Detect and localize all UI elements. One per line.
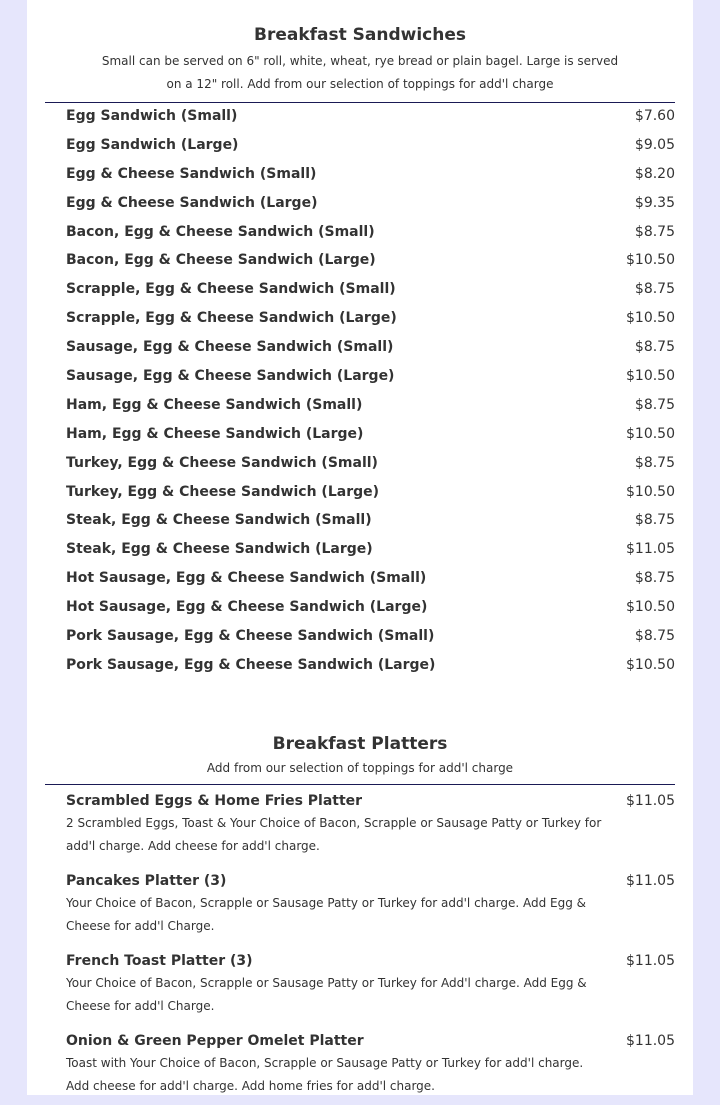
menu-item[interactable] (45, 161, 675, 190)
platter-list (45, 785, 675, 1098)
item-price: $10.50 (626, 252, 675, 269)
menu-item[interactable] (45, 594, 675, 623)
item-price: $10.50 (626, 656, 675, 673)
menu-item[interactable] (45, 421, 675, 450)
item-price: $11.05 (626, 953, 675, 969)
menu-item[interactable] (45, 479, 675, 508)
menu-item[interactable] (45, 450, 675, 479)
menu-page (27, 0, 693, 1095)
item-price: $8.75 (634, 454, 675, 471)
item-name: French Toast Platter (3) (66, 953, 253, 969)
item-name: Scrambled Eggs & Home Fries Platter (66, 793, 363, 809)
menu-item[interactable] (45, 507, 675, 536)
breakfast-sandwiches-section (45, 24, 675, 681)
item-name: Bacon, Egg & Cheese Sandwich (Small) (66, 223, 375, 240)
item-price: $8.75 (634, 628, 675, 645)
section-description: Add from our selection of toppings for add'l charge (206, 761, 514, 775)
section-description: Small can be served on 6" roll, white, wheat, rye bread or plain bagel. Large is served on a 12" roll. Add from our selection of toppings for add'l charge (101, 54, 619, 91)
item-name: Pancakes Platter (3) (66, 873, 227, 889)
item-name: Hot Sausage, Egg & Cheese Sandwich (Large) (66, 599, 428, 616)
item-price: $10.50 (626, 483, 675, 500)
menu-item[interactable] (45, 536, 675, 565)
item-price: $8.20 (634, 165, 675, 182)
item-price: $8.75 (634, 281, 675, 298)
menu-item[interactable] (45, 334, 675, 363)
item-price: $11.05 (626, 793, 675, 809)
menu-item[interactable] (45, 865, 675, 938)
item-price: $8.75 (634, 396, 675, 413)
item-description: Toast with Your Choice of Bacon, Scrapple or Sausage Patty or Turkey for add'l charge. Add cheese for add'l charge. Add home fries for add'l charge. (66, 1056, 584, 1093)
menu-item[interactable] (45, 276, 675, 305)
menu-item[interactable] (45, 247, 675, 276)
item-name: Bacon, Egg & Cheese Sandwich (Large) (66, 252, 376, 269)
item-price: $7.60 (634, 108, 675, 124)
item-description: 2 Scrambled Eggs, Toast & Your Choice of Bacon, Scrapple or Sausage Patty or Turkey for add'l charge. Add cheese for add'l charge. (66, 816, 602, 853)
menu-item[interactable] (45, 103, 675, 132)
item-name: Steak, Egg & Cheese Sandwich (Small) (66, 512, 372, 529)
item-description: Your Choice of Bacon, Scrapple or Sausage Patty or Turkey for add'l charge. Add Egg & Cheese for add'l Charge. (66, 896, 587, 933)
item-price: $11.05 (626, 1033, 675, 1049)
item-price: $8.75 (634, 512, 675, 529)
item-price: $9.35 (634, 194, 675, 211)
item-price: $10.50 (626, 310, 675, 327)
item-price: $9.05 (634, 136, 675, 153)
item-name: Steak, Egg & Cheese Sandwich (Large) (66, 541, 373, 558)
item-name: Egg Sandwich (Large) (66, 136, 239, 153)
menu-item[interactable] (45, 623, 675, 652)
menu-item[interactable] (45, 945, 675, 1018)
item-price: $10.50 (626, 368, 675, 385)
item-name: Sausage, Egg & Cheese Sandwich (Large) (66, 368, 395, 385)
menu-item[interactable] (45, 305, 675, 334)
item-price: $10.50 (626, 599, 675, 616)
item-price: $10.50 (626, 425, 675, 442)
item-name: Egg Sandwich (Small) (66, 108, 238, 124)
menu-item[interactable] (45, 652, 675, 681)
item-name: Egg & Cheese Sandwich (Small) (66, 165, 317, 182)
menu-item[interactable] (45, 392, 675, 421)
menu-item[interactable] (45, 1025, 675, 1098)
sandwich-list (45, 103, 675, 681)
menu-item[interactable] (45, 785, 675, 858)
item-name: Onion & Green Pepper Omelet Platter (66, 1033, 364, 1049)
breakfast-platters-section (45, 733, 675, 1105)
item-price: $8.75 (634, 223, 675, 240)
item-name: Egg & Cheese Sandwich (Large) (66, 194, 318, 211)
section-title: Breakfast Sandwiches (253, 25, 467, 45)
item-price: $11.05 (626, 541, 675, 558)
menu-item[interactable] (45, 363, 675, 392)
item-description: Your Choice of Bacon, Scrapple or Sausage Patty or Turkey for Add'l charge. Add Egg & Cheese for add'l Charge. (66, 976, 587, 1013)
item-name: Turkey, Egg & Cheese Sandwich (Small) (66, 454, 378, 471)
item-name: Sausage, Egg & Cheese Sandwich (Small) (66, 339, 394, 356)
item-name: Scrapple, Egg & Cheese Sandwich (Small) (66, 281, 396, 298)
item-name: Scrapple, Egg & Cheese Sandwich (Large) (66, 310, 397, 327)
menu-item[interactable] (45, 565, 675, 594)
item-price: $8.75 (634, 339, 675, 356)
item-price: $8.75 (634, 570, 675, 587)
menu-item[interactable] (45, 190, 675, 219)
menu-item[interactable] (45, 219, 675, 248)
section-title: Breakfast Platters (272, 734, 448, 754)
item-name: Ham, Egg & Cheese Sandwich (Large) (66, 425, 364, 442)
item-price: $11.05 (626, 873, 675, 889)
item-name: Ham, Egg & Cheese Sandwich (Small) (66, 396, 363, 413)
item-name: Hot Sausage, Egg & Cheese Sandwich (Small) (66, 570, 427, 587)
item-name: Pork Sausage, Egg & Cheese Sandwich (Small) (66, 628, 435, 645)
item-name: Turkey, Egg & Cheese Sandwich (Large) (66, 483, 380, 500)
item-name: Pork Sausage, Egg & Cheese Sandwich (Large) (66, 656, 436, 673)
menu-item[interactable] (45, 132, 675, 161)
